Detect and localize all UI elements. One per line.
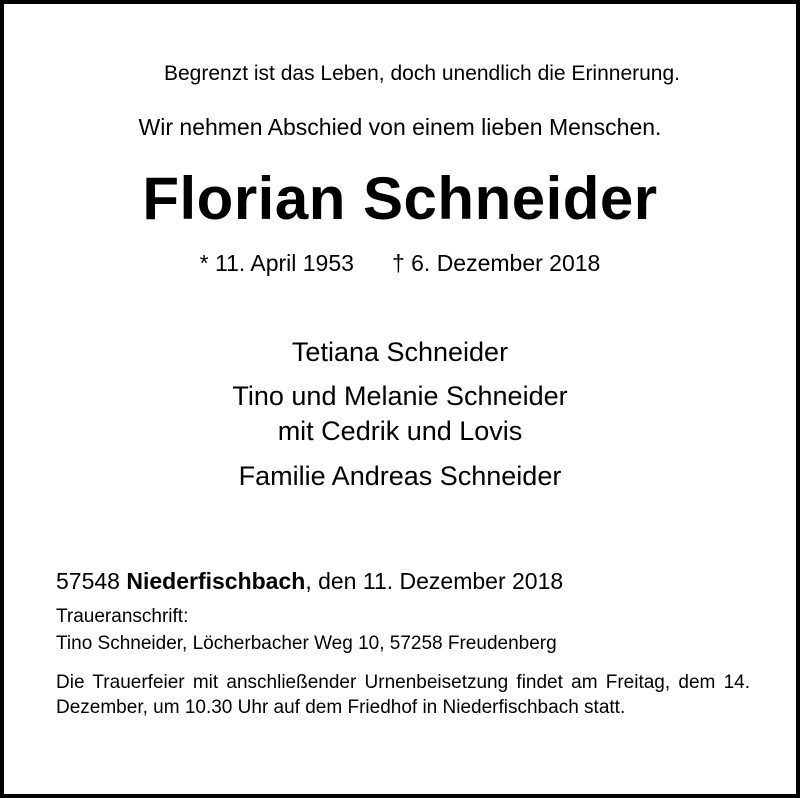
farewell-intro: Wir nehmen Abschied von einem lieben Menschen. bbox=[138, 114, 662, 140]
place-and-date bbox=[56, 568, 744, 595]
mourner-line: Tino und Melanie Schneider bbox=[232, 381, 568, 411]
memorial-quote: Begrenzt ist das Leben, doch unendlich die Erinnerung. bbox=[163, 62, 681, 85]
mourning-address: Tino Schneider, Löcherbacher Weg 10, 57258 Freudenberg bbox=[56, 633, 557, 654]
mourner-line: Familie Andreas Schneider bbox=[238, 461, 562, 491]
birth-date: * 11. April 1953 bbox=[199, 250, 354, 276]
life-dates bbox=[4, 250, 796, 277]
mourner-line: Tetiana Schneider bbox=[291, 337, 509, 367]
ceremony-info: Die Trauerfeier mit anschließender Urnenbeisetzung findet am Freitag, dem 14. Dezember, um 10.30 Uhr auf dem Friedhof in Niederfischbach statt. bbox=[56, 672, 750, 718]
address-label: Traueranschrift: bbox=[56, 606, 189, 627]
deceased-name: Florian Schneider bbox=[142, 165, 658, 232]
death-date: † 6. Dezember 2018 bbox=[391, 250, 601, 276]
mourner-line: mit Cedrik und Lovis bbox=[277, 416, 523, 446]
place-zip: 57548 bbox=[56, 568, 127, 594]
place-name: Niederfischbach bbox=[126, 568, 306, 594]
notice-date: , den 11. Dezember 2018 bbox=[305, 568, 564, 594]
